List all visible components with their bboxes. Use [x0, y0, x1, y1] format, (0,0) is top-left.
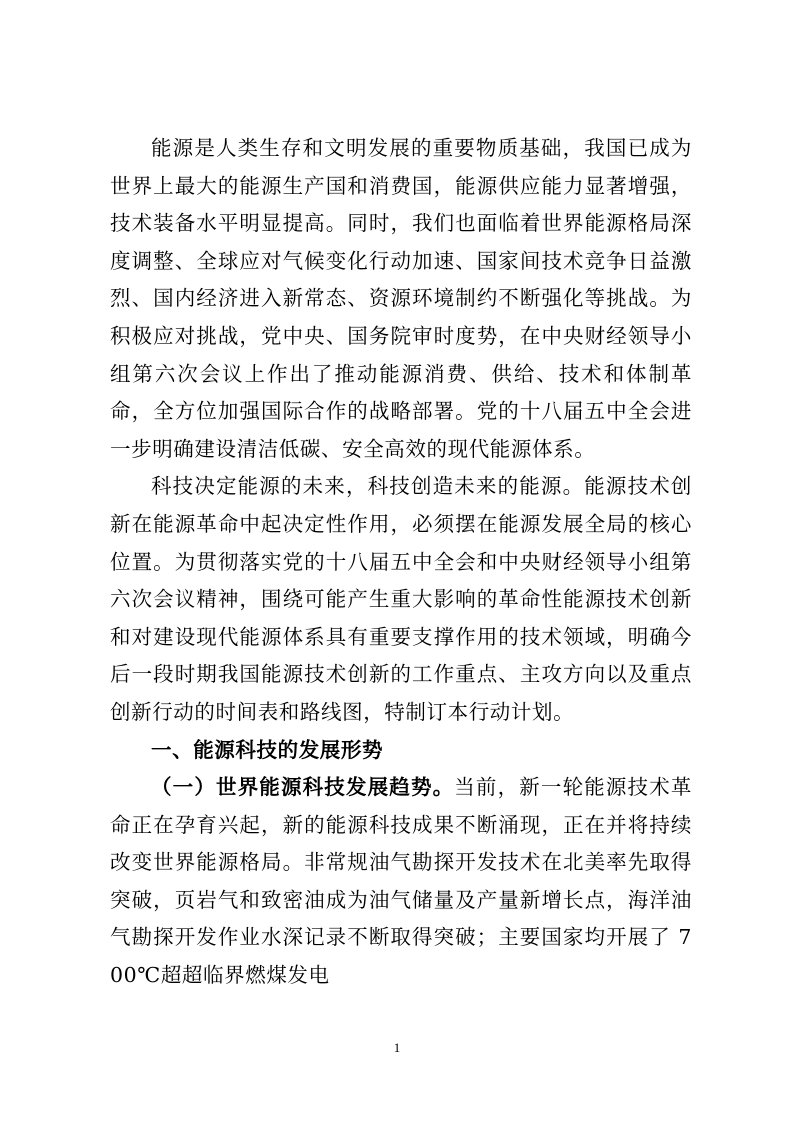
world-trend-paragraph	[110, 769, 692, 995]
world-trend-text: 当前，新一轮能源技术革命正在孕育兴起，新的能源科技成果不断涌现，正在并将持续改变世界能源格局。非常规油气勘探开发技术在北美率先取得突破，页岩气和致密油成为油气储量及产量新增长点，海洋油气勘探开发作业水深记录不断取得突破；主要国家均开展了 700℃超超临界燃煤发电	[110, 775, 692, 988]
document-body	[110, 130, 692, 995]
intro-paragraph: 能源是人类生存和文明发展的重要物质基础，我国已成为世界上最大的能源生产国和消费国，能源供应能力显著增强，技术装备水平明显提高。同时，我们也面临着世界能源格局深度调整、全球应对气候变化行动加速、国家间技术竞争日益激烈、国内经济进入新常态、资源环境制约不断强化等挑战。为积极应对挑战，党中央、国务院审时度势，在中央财经领导小组第六次会议上作出了推动能源消费、供给、技术和体制革命，全方位加强国际合作的战略部署。党的十八届五中全会进一步明确建设清洁低碳、安全高效的现代能源体系。	[110, 136, 692, 461]
page-number: 1	[393, 1040, 401, 1055]
section-heading: 一、能源科技的发展形势	[151, 737, 384, 762]
subsection-lead: （一）世界能源科技发展趋势。	[151, 775, 455, 800]
tech-innovation-paragraph: 科技决定能源的未来，科技创造未来的能源。能源技术创新在能源革命中起决定性作用，必须摆在能源发展全局的核心位置。为贯彻落实党的十八届五中全会和中央财经领导小组第六次会议精神，围绕可能产生重大影响的革命性能源技术创新和对建设现代能源体系具有重要支撑作用的技术领域，明确今后一段时期我国能源技术创新的工作重点、主攻方向以及重点创新行动的时间表和路线图，特制订本行动计划。	[110, 474, 692, 724]
